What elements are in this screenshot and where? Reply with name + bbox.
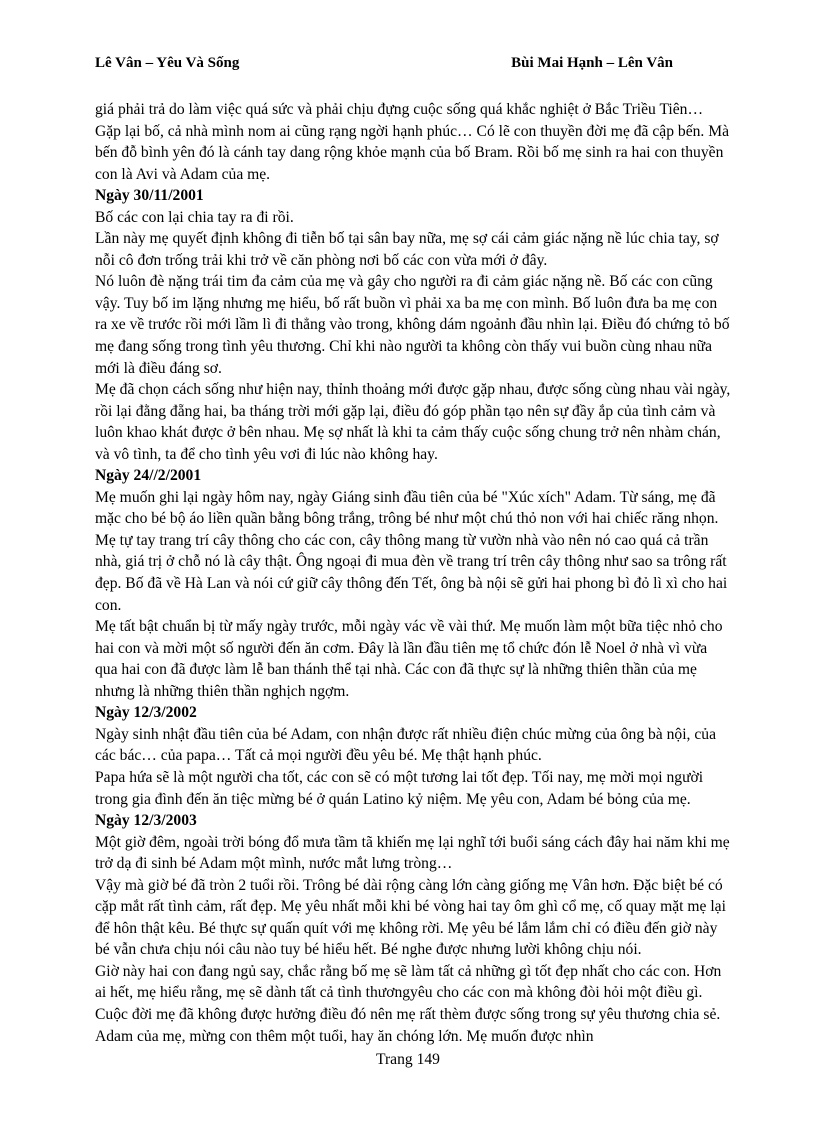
body-paragraph: Ngày sinh nhật đầu tiên của bé Adam, con nhận được rất nhiều điện chúc mừng của ông bà nội, của các bác… của papa… Tất cả mọi người đều yêu bé. Mẹ thật hạnh phúc. bbox=[95, 725, 716, 765]
diary-body bbox=[95, 99, 731, 1047]
diary-date-heading: Ngày 30/11/2001 bbox=[95, 187, 204, 205]
diary-date-heading: Ngày 24//2/2001 bbox=[95, 467, 202, 485]
body-paragraph: Nó luôn đè nặng trái tim đa cảm của mẹ và gây cho người ra đi cảm giác nặng nề. Bố các con cũng vậy. Tuy bố im lặng nhưng mẹ hiểu, bố rất buồn vì phải xa ba mẹ con mình. Bố luôn đưa ba mẹ con ra xe về trước rồi mới lầm lì đi thẳng vào trong, không dám ngoảnh đầu nhìn lại. Điều đó chứng tỏ bố mẹ đang sống trong tình yêu thương. Chỉ khi nào người ta không còn thấy vui buồn cùng nhau nữa mới là điều đáng sơ. bbox=[95, 273, 730, 377]
body-paragraph: Mẹ tất bật chuẩn bị từ mấy ngày trước, mỗi ngày vác về vài thứ. Mẹ muốn làm một bữa tiệc nhỏ cho hai con và mời một số người đến ăn cơm. Đây là lần đầu tiên mẹ tổ chức đón lễ Noel ở nhà vì vừa qua hai con đã được làm lễ ban thánh thể tại nhà. Các con đã thực sự là những thiên thần của mẹ nhưng là những thiên thần nghịch ngợm. bbox=[95, 618, 723, 700]
page-header bbox=[95, 53, 673, 73]
body-paragraph: Bố các con lại chia tay ra đi rồi. bbox=[95, 208, 294, 226]
body-paragraph: Vậy mà giờ bé đã tròn 2 tuổi rồi. Trông bé dài rộng càng lớn càng giống mẹ Vân hơn. Đặc biệt bé có cặp mắt rất tình cảm, rất đẹp. Mẹ yêu nhất mỗi khi bé vòng hai tay ôm ghì cổ mẹ, cố quay mặt mẹ lại để hôn thật kêu. Bé thực sự quấn quít với mẹ không rời. Mẹ yêu bé lắm lắm chỉ có điều đến giờ này bé vẫn chưa chịu nói câu nào tuy bé hiểu hết. Bé nghe được nhưng lười không chịu nói. bbox=[95, 876, 726, 959]
body-paragraph: Lần này mẹ quyết định không đi tiễn bố tại sân bay nữa, mẹ sợ cái cảm giác nặng nề lúc chia tay, sợ nỗi cô đơn trống trải khi trở về căn phòng nơi bố các con vừa mới ở đây. bbox=[95, 230, 719, 269]
body-paragraph: giá phải trả do làm việc quá sức và phải chịu đựng cuộc sống quá khắc nghiệt ở Bắc Triều Tiên… Gặp lại bố, cả nhà mình nom ai cũng rạng ngời hạnh phúc… Có lẽ con thuyền đời mẹ đã cập bến. Mà bến đỗ bình yên đó là cánh tay dang rộng khỏe mạnh của bố Bram. Rồi bố mẹ sinh ra hai con thuyền con là Avi và Adam của mẹ. bbox=[95, 101, 730, 183]
body-paragraph: Mẹ muốn ghi lại ngày hôm nay, ngày Giáng sinh đầu tiên của bé "Xúc xích" Adam. Từ sáng, mẹ đã mặc cho bé bộ áo liền quần bằng bông trắng, trông bé như một chú thỏ non với hai chiếc răng nhọn. Mẹ tự tay trang trí cây thông cho các con, cây thông mang từ vườn nhà vào nên nó cao quá cả trần nhà, giá trị ở chỗ nó là cây thật. Ông ngoại đi mua đèn về trang trí trên cây thông như sao sa trông rất đẹp. Bố đã về Hà Lan và nói cứ giữ cây thông đến Tết, ông bà nội sẽ gửi hai phong bì đỏ lì xì cho hai con. bbox=[95, 488, 728, 614]
header-book-title: Lê Vân – Yêu Và Sống bbox=[95, 55, 240, 71]
header-authors: Bùi Mai Hạnh – Lên Vân bbox=[511, 55, 673, 71]
diary-date-heading: Ngày 12/3/2003 bbox=[95, 812, 197, 830]
page-number: Trang 149 bbox=[376, 1051, 440, 1068]
body-paragraph: Giờ này hai con đang ngủ say, chắc rằng bố mẹ sẽ làm tất cả những gì tốt đẹp nhất cho các con. Hơn ai hết, mẹ hiểu rằng, mẹ sẽ dành tất cả tình thươngyêu cho các con mà không đòi hỏi một điều gì. Cuộc đời mẹ đã không được hưởng điều đó nên mẹ rất thèm được sống trong sự yêu thương chia sẻ. Adam của mẹ, mừng con thêm một tuổi, hay ăn chóng lớn. Mẹ muốn được nhìn bbox=[95, 962, 722, 1045]
body-paragraph: Mẹ đã chọn cách sống như hiện nay, thỉnh thoảng mới được gặp nhau, được sống cùng nhau vài ngày, rồi lại đằng đẵng hai, ba tháng trời mới gặp lại, điều đó góp phần tạo nên sự đầy ắp của tình cảm và luôn khao khát được ở bên nhau. Mẹ sợ nhất là khi ta cảm thấy cuộc sống chung trở nên nhàm chán, và vô tình, ta để cho tình yêu vơi đi lúc nào không hay. bbox=[95, 381, 731, 463]
body-paragraph: Papa hứa sẽ là một người cha tốt, các con sẽ có một tương lai tốt đẹp. Tối nay, mẹ mời mọi người trong gia đình đến ăn tiệc mừng bé ở quán Latino kỷ niệm. Mẹ yêu con, Adam bé bỏng của mẹ. bbox=[95, 768, 704, 808]
diary-date-heading: Ngày 12/3/2002 bbox=[95, 704, 197, 722]
body-paragraph: Một giờ đêm, ngoài trời bóng đổ mưa tầm tã khiến mẹ lại nghĩ tới buổi sáng cách đây hai năm khi mẹ trở dạ đi sinh bé Adam một mình, nước mắt lưng tròng… bbox=[95, 833, 730, 873]
